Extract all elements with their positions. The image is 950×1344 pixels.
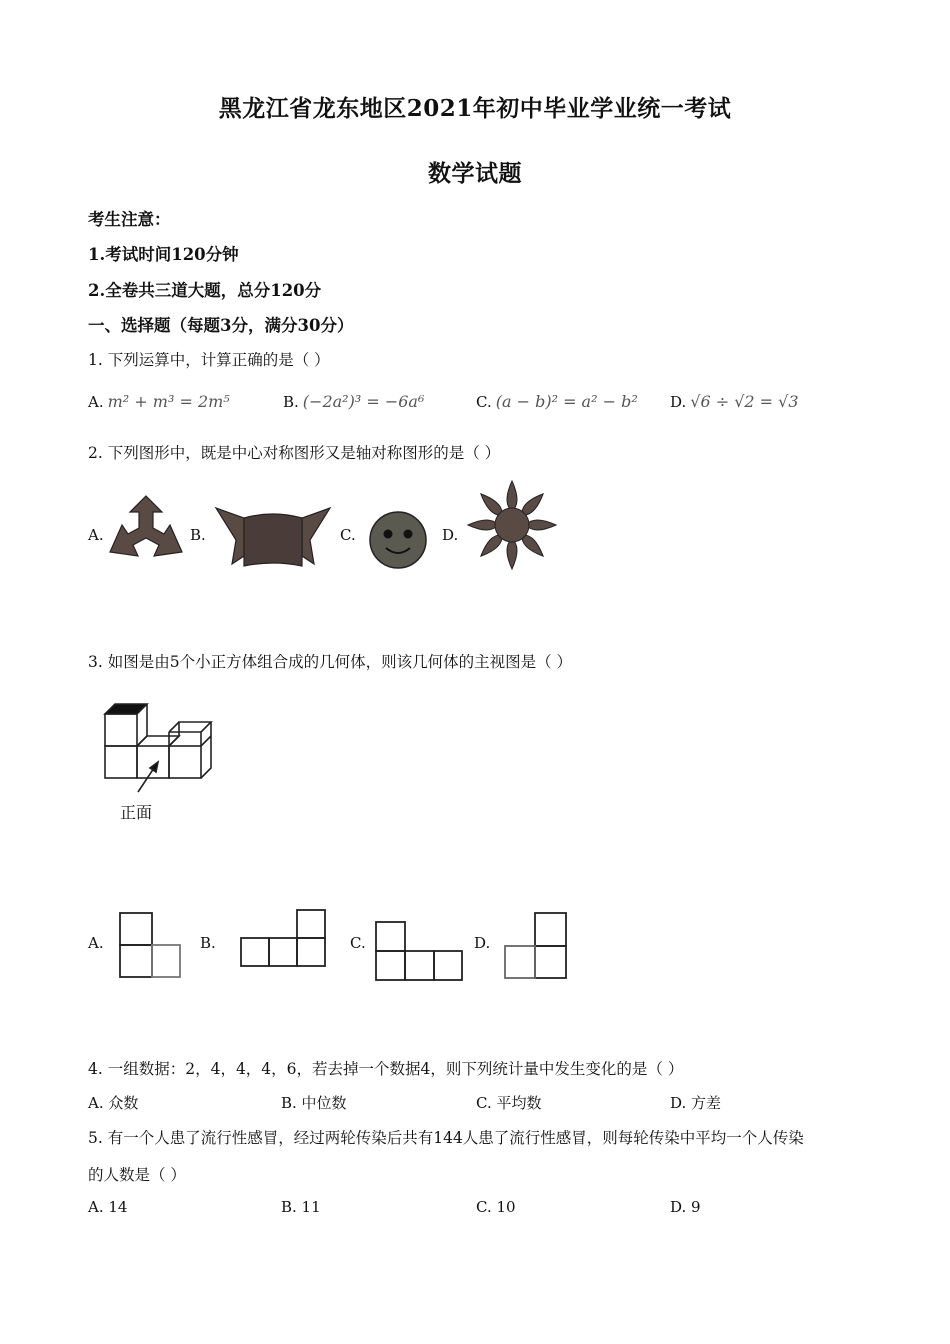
q1-option-a-expr: m² + m³ = 2m⁵ bbox=[107, 392, 230, 411]
q4-option-c: C. 平均数 bbox=[476, 1094, 542, 1112]
q4-option-d: D. 方差 bbox=[670, 1094, 722, 1112]
q3-option-d-label: D. bbox=[474, 934, 491, 952]
q5-option-c: C. 10 bbox=[476, 1198, 516, 1216]
exam-subtitle: 数学试题 bbox=[428, 160, 522, 187]
q3-option-c-label: C. bbox=[350, 934, 366, 952]
q1-option-d bbox=[670, 392, 799, 411]
notes-heading: 考生注意： bbox=[88, 210, 171, 229]
q4-option-b: B. 中位数 bbox=[281, 1094, 347, 1112]
q2-option-b-label: B. bbox=[190, 526, 206, 544]
q1-option-d-expr: √6 ÷ √2 = √3 bbox=[690, 392, 799, 411]
q1-option-b-expr: (−2a²)³ = −6a⁶ bbox=[302, 392, 425, 411]
q5-stem-line-1: 5. 有一个人患了流行性感冒，经过两轮传染后共有144人患了流行性感冒，则每轮传染中平均一个人传染 bbox=[88, 1129, 804, 1147]
q1-stem: 1. 下列运算中，计算正确的是（ ） bbox=[88, 351, 330, 369]
q1-option-a-label: A. bbox=[88, 393, 104, 411]
q3-view-c bbox=[372, 918, 466, 984]
q2-option-c-label: C. bbox=[340, 526, 356, 544]
q1-option-a bbox=[88, 392, 230, 411]
q1-option-c bbox=[476, 392, 638, 411]
q2-option-d-label: D. bbox=[442, 526, 459, 544]
q1-option-c-label: C. bbox=[476, 393, 492, 411]
q3-view-a bbox=[118, 910, 184, 980]
q4-stem: 4. 一组数据：2，4，4，4，6，若去掉一个数据4，则下列统计量中发生变化的是（ ） bbox=[88, 1060, 684, 1078]
exam-title: 黑龙江省龙东地区2021年初中毕业学业统一考试 bbox=[218, 95, 732, 122]
q5-option-a: A. 14 bbox=[88, 1198, 128, 1216]
front-label: 正面 bbox=[120, 803, 153, 822]
note-item-2: 2.全卷共三道大题，总分120分 bbox=[88, 281, 322, 300]
banner-shape-icon bbox=[214, 504, 332, 568]
q5-stem-line-2: 的人数是（ ） bbox=[88, 1166, 186, 1184]
q3-option-b-label: B. bbox=[200, 934, 216, 952]
q5-option-b: B. 11 bbox=[281, 1198, 321, 1216]
q1-option-d-label: D. bbox=[670, 393, 687, 411]
q3-option-a-label: A. bbox=[88, 934, 104, 952]
q4-option-a: A. 众数 bbox=[88, 1094, 139, 1112]
q3-view-d bbox=[502, 910, 570, 982]
section-heading: 一、选择题（每题3分，满分30分） bbox=[88, 316, 354, 335]
smiley-face-icon bbox=[368, 510, 428, 570]
q1-option-c-expr: (a − b)² = a² − b² bbox=[495, 392, 638, 411]
q2-option-a-label: A. bbox=[88, 526, 104, 544]
arrow-shape-icon bbox=[106, 494, 186, 570]
q1-option-b-label: B. bbox=[283, 393, 299, 411]
q3-view-b bbox=[238, 906, 330, 970]
q5-option-d: D. 9 bbox=[670, 1198, 701, 1216]
q3-stem: 3. 如图是由5个小正方体组合成的几何体，则该几何体的主视图是（ ） bbox=[88, 653, 573, 671]
flower-shape-icon bbox=[464, 478, 560, 572]
q2-stem: 2. 下列图形中，既是中心对称图形又是轴对称图形的是（ ） bbox=[88, 444, 501, 462]
q1-option-b bbox=[283, 392, 424, 411]
note-item-1: 1.考试时间120分钟 bbox=[88, 245, 239, 264]
